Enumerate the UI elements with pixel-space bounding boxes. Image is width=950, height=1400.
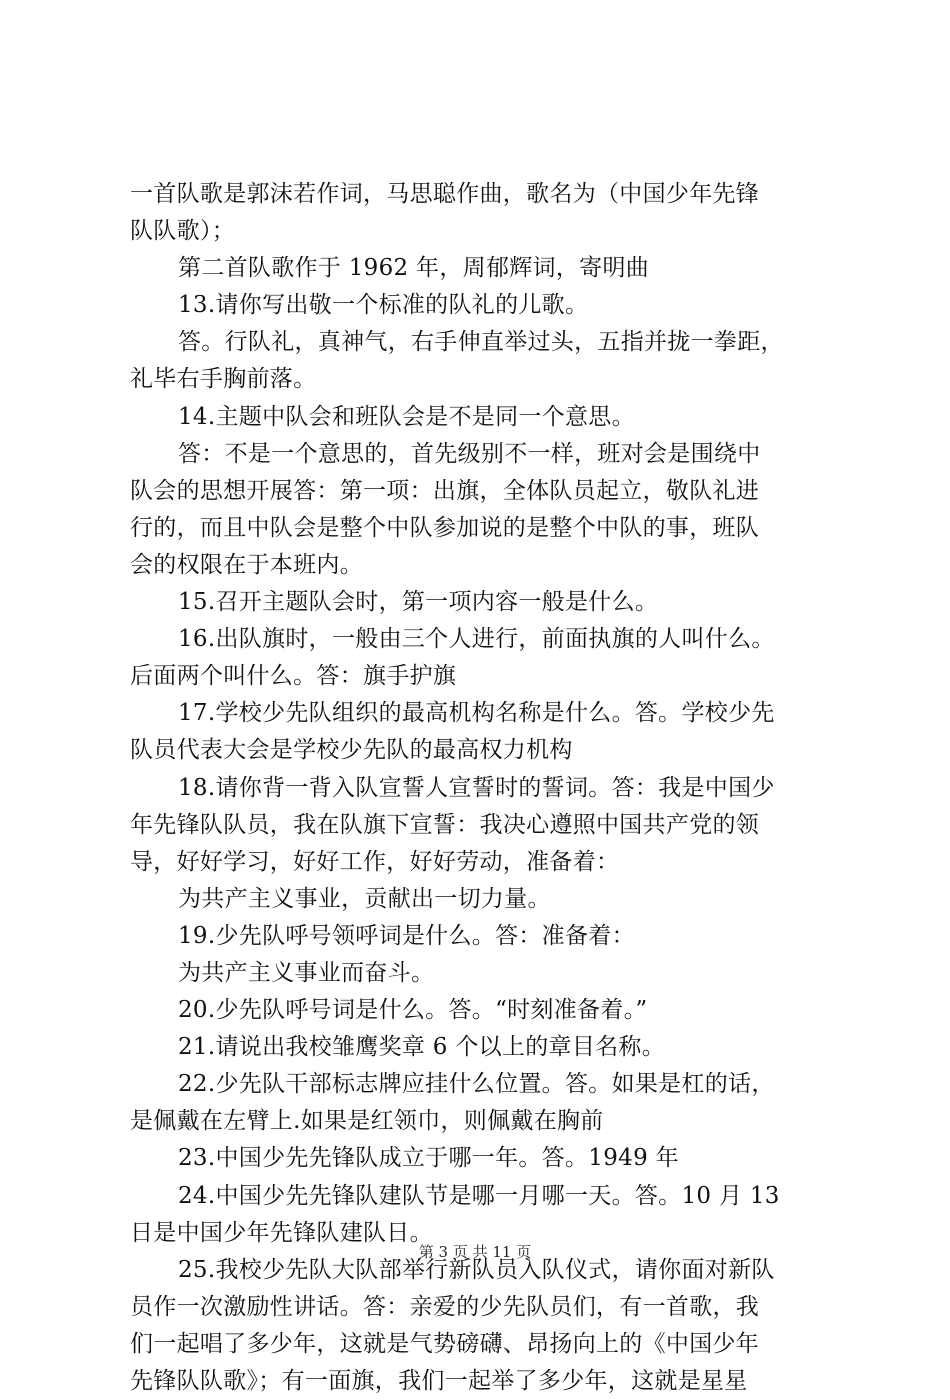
text-line: 第二首队歌作于 1962 年，周郁辉词，寄明曲 bbox=[178, 255, 650, 282]
text-line: 年先锋队队员，我在队旗下宣誓：我决心遵照中国共产党的领 bbox=[130, 811, 760, 838]
text-line: 17.学校少先队组织的最高机构名称是什么。答。学校少先 bbox=[178, 700, 775, 727]
text-line: 答。行队礼，真神气，右手伸直举过头，五指并拢一拳距， bbox=[178, 329, 784, 356]
text-line: 为共产主义事业，贡献出一切力量。 bbox=[178, 885, 551, 912]
text-line: 21.请说出我校雏鹰奖章 6 个以上的章目名称。 bbox=[178, 1034, 666, 1061]
text-line: 15.召开主题队会时，第一项内容一般是什么。 bbox=[178, 589, 659, 616]
text-line: 18.请你背一背入队宣誓人宣誓时的誓词。答：我是中国少 bbox=[178, 774, 775, 801]
text-line: 一首队歌是郭沫若作词，马思聪作曲，歌名为（中国少年先锋 bbox=[130, 181, 760, 207]
text-line: 25.我校少先队大队部举行新队员入队仪式，请你面对新队 bbox=[178, 1256, 775, 1283]
text-line: 后面两个叫什么。答：旗手护旗 bbox=[130, 663, 457, 690]
text-line: 24.中国少先先锋队建队节是哪一月哪一天。答。10 月 13 bbox=[178, 1182, 780, 1209]
text-line: 先锋队队歌》；有一面旗，我们一起举了多少年，这就是星星 bbox=[130, 1368, 748, 1394]
text-line: 会的权限在于本班内。 bbox=[130, 551, 363, 578]
text-line: 队会的思想开展答：第一项：出旗，全体队员起立，敬队礼进 bbox=[130, 477, 760, 504]
text-line: 日是中国少年先锋队建队日。 bbox=[130, 1219, 433, 1246]
text-line: 队队歌）； bbox=[130, 218, 235, 245]
text-line: 队员代表大会是学校少先队的最高权力机构 bbox=[130, 737, 573, 764]
document-body bbox=[130, 176, 830, 1400]
text-line: 答：不是一个意思的，首先级别不一样，班对会是围绕中 bbox=[178, 440, 761, 467]
text-line: 为共产主义事业而奋斗。 bbox=[178, 959, 435, 986]
text-line: 22.少先队干部标志牌应挂什么位置。答。如果是杠的话， bbox=[178, 1071, 775, 1098]
text-line: 员作一次激励性讲话。答：亲爱的少先队员们，有一首歌，我 bbox=[130, 1293, 760, 1320]
text-line: 导，好好学习，好好工作，好好劳动，准备着： bbox=[130, 848, 620, 875]
text-line: 是佩戴在左臂上.如果是红领巾，则佩戴在胸前 bbox=[130, 1108, 604, 1135]
text-line: 14.主题中队会和班队会是不是同一个意思。 bbox=[178, 403, 635, 430]
text-line: 23.中国少先先锋队成立于哪一年。答。1949 年 bbox=[178, 1145, 679, 1172]
page-footer: 第 3 页 共 11 页 bbox=[418, 1243, 532, 1261]
text-line: 19.少先队呼号领呼词是什么。答：准备着： bbox=[178, 922, 635, 949]
text-line: 16.出队旗时，一般由三个人进行，前面执旗的人叫什么。 bbox=[178, 626, 775, 653]
text-line: 礼毕右手胸前落。 bbox=[130, 366, 317, 393]
text-line: 们一起唱了多少年，这就是气势磅礴、昂扬向上的《中国少年 bbox=[130, 1330, 760, 1357]
text-line: 20.少先队呼号词是什么。答。“时刻准备着。” bbox=[178, 997, 648, 1024]
text-line: 行的，而且中队会是整个中队参加说的是整个中队的事，班队 bbox=[130, 514, 760, 541]
text-line: 13.请你写出敬一个标准的队礼的儿歌。 bbox=[178, 292, 589, 319]
